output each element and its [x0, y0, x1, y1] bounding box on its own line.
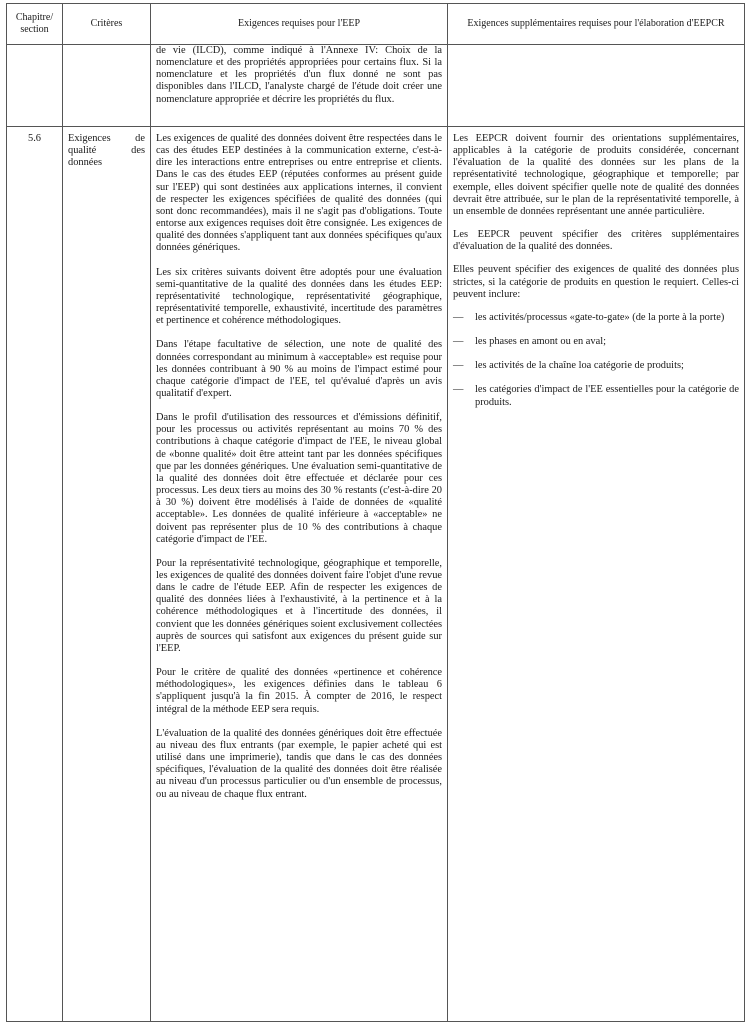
requirement-paragraph: Pour le critère de qualité des données «pertinence et cohérence méthodologiques», les exigences définies dans le tableau 6 s'appliquent jusqu'à la fin 2015. À compter de 2016, le respect intégral de la méthode EEP sera requis. — [156, 667, 442, 715]
header-pef-requirements: Exigences requises pour l'EEP — [151, 4, 448, 45]
supplementary-cell — [448, 127, 745, 1022]
header-criteria: Critères — [63, 4, 151, 45]
list-item-text: les phases en amont ou en aval; — [475, 336, 606, 348]
list-item-text: les activités de la chaîne loa catégorie de produits; — [475, 360, 684, 372]
dash-marker: — — [453, 336, 464, 348]
continuation-row — [7, 45, 745, 127]
dash-marker: — — [453, 360, 464, 372]
requirement-paragraph: L'évaluation de la qualité des données génériques doit être effectuée au niveau des flux entrants (par exemple, le papier acheté qui est utilisé dans une imprimerie), tandis que dans le cas des données spécifiques, l'évaluation de la qualité des données doit être réalisée au niveau d'un processus particulier ou d'un ensemble de processus, ou au niveau de chaque flux entrant. — [156, 727, 442, 800]
list-item — [453, 384, 739, 408]
requirement-paragraph: Les six critères suivants doivent être adoptés pour une évaluation semi-quantitative de la qualité des données dans les études EEP: représentativité technologique, représentativité géographique, représentativité temporelle, exhaustivité, incertitude des paramètres et pertinence et cohérence méthodologiques. — [156, 266, 442, 327]
list-item — [453, 336, 739, 348]
list-item-text: les catégories d'impact de l'EE essentielles pour la catégorie de produits. — [475, 384, 739, 408]
requirements-cell — [151, 127, 448, 1022]
list-item — [453, 312, 739, 324]
requirement-paragraph: Pour la représentativité technologique, géographique et temporelle, les exigences de qualité des données doivent faire l'objet d'une revue dans le cadre de l'étude EEP. Afin de respecter les exigences de qualité des données liées à l'exhaustivité, à la pertinence et à la cohérence méthodologiques et à l'incertitude des données, il convient que les données génériques soient exclusivement collectées auprès de sources qui satisfont aux exigences du présent guide sur l'EEP. — [156, 557, 442, 654]
header-row — [7, 4, 745, 45]
requirement-paragraph: Dans le profil d'utilisation des ressources et d'émissions définitif, pour les processus ou activités représentant au moins 70 % des contributions à chaque catégorie d'impact de l'EE, le niveau global de «bonne qualité» doit être atteint tant par les données spécifiques que par les données génériques. Une évaluation semi-quantitative de la qualité des données doit être effectuée et déclarée pour ces processus. Les deux tiers au moins des 30 % restants (c'est-à-dire 20 à 30 %) doivent être modélisés à l'aide de données de «qualité acceptable». Les données de qualité inférieure à «acceptable» ne doivent pas représenter plus de 10 % des contributions à chaque catégorie d'impact de l'EE. — [156, 412, 442, 545]
list-item-text: les activités/processus «gate-to-gate» (de la porte à la porte) — [475, 311, 725, 323]
section-number: 5.6 — [7, 127, 63, 1022]
section-criterion: Exigences de qualité des données — [63, 127, 151, 1022]
supplementary-paragraph: Les EEPCR peuvent spécifier des critères supplémentaires d'évaluation de la qualité des données. — [453, 229, 739, 253]
requirement-paragraph: Les exigences de qualité des données doivent être respectées dans le cas des études EEP destinées à la communication externe, c'est-à-dire les interactions entre entreprises ou entre entreprise et clients. Dans le cas des études EEP (réputées conformes au présent guide sur l'EEP) qui sont destinées aux applications internes, il convient de respecter les exigences spécifiées de qualité des données (qui sont donc recommandées), mais il ne s'agit pas d'obligations. Toute entorse aux exigences requises doit être consignée. Les exigences de qualité des données s'appliquent tant aux données spécifiques qu'aux données génériques. — [156, 133, 442, 254]
header-pefcr-requirements: Exigences supplémentaires requises pour l'élaboration d'EEPCR — [448, 4, 745, 45]
list-item — [453, 360, 739, 372]
continuation-text-cell — [151, 45, 448, 127]
dash-marker: — — [453, 384, 464, 396]
dash-marker: — — [453, 311, 464, 323]
requirements-table — [6, 3, 745, 1022]
continuation-text: de vie (ILCD), comme indiqué à l'Annexe IV: Choix de la nomenclature et des propriétés appropriées pour certains flux. Si la nomenclature et les propriétés d'un flux donné ne sont pas disponibles dans l'ILCD, l'analyste chargé de l'étude doit créer une nomenclature appropriée et décrire les propriétés du flux. — [156, 45, 442, 105]
supplementary-paragraph: Les EEPCR doivent fournir des orientations supplémentaires, applicables à la catégorie de produits considérée, concernant l'évaluation de la qualité des données sur les plans de la représentativité technologique, géographique et temporelle; par exemple, elles doivent spécifier quelle note de qualité des données devrait être attribuée, sur le plan de la représentativité temporelle, à un ensemble de données représentant une année particulière. — [453, 133, 739, 217]
continuation-supplementary-cell — [448, 45, 745, 127]
header-chapter: Chapitre/ section — [7, 4, 63, 45]
section-row — [7, 127, 745, 1022]
continuation-chapter-cell — [7, 45, 63, 127]
continuation-criteria-cell — [63, 45, 151, 127]
requirement-paragraph: Dans l'étape facultative de sélection, une note de qualité des données correspondant au minimum à «acceptable» est requise pour les données contribuant à 90 % au moins de l'impact estimé pour chaque catégorie d'impact de l'EE, tel qu'évalué d'après un avis qualitatif d'expert. — [156, 339, 442, 399]
supplementary-list — [453, 312, 739, 409]
supplementary-paragraph: Elles peuvent spécifier des exigences de qualité des données plus strictes, si la catégorie de produits en question le requiert. Celles-ci peuvent inclure: — [453, 264, 739, 300]
